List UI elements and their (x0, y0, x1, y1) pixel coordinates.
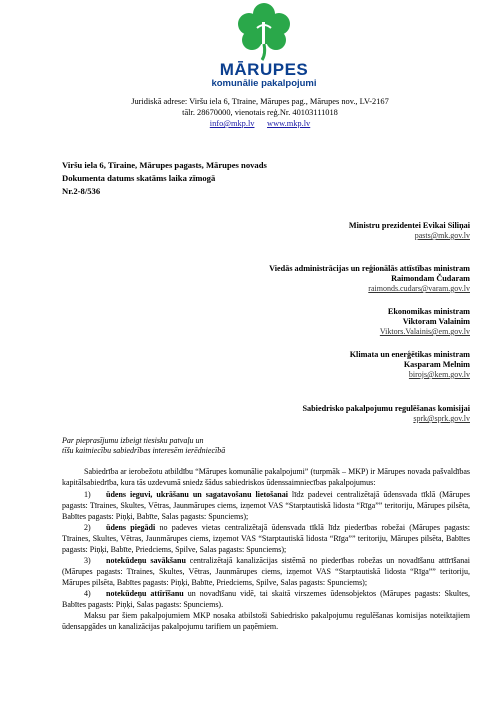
letter-body (62, 466, 470, 632)
recipient-name: Raimondam Čudaram (391, 274, 470, 283)
phone-and-reg: tālr. 28670000, vienotais reģ.Nr. 40103111018 (182, 108, 338, 117)
list-number: 2) (84, 523, 91, 532)
subject-line: Par pieprasījumu izbeigt tiesisku patvaļu un (62, 436, 204, 445)
service-text: centralizētajā kanalizācijas sistēmā no piederības robežas un novadīšanu attīrīšanai (Mārupes pagasts: Tīraines, Skultes, Vētras, Jaunmārupes ciems, izņemot VAS “Starptautiskā lidosta “Rīga”” teritoriju, Mārupes pilsēta, Babītes pagasts: Piņķi, Babīte, Priedciems, Spilve, Salas pagasts: Spunciems); (62, 556, 470, 587)
website-link[interactable]: www.mkp.lv (267, 119, 311, 128)
recipient-title: Sabiedrisko pakalpojumu regulēšanas komisijai (302, 404, 470, 413)
intro-paragraph (62, 466, 470, 488)
logo-subtitle: komunālie pakalpojumi (211, 78, 317, 89)
recipient-name: Viktoram Valainim (402, 317, 470, 326)
list-number: 3) (84, 556, 91, 565)
recipient-title: Klimata un enerģētikas ministram (349, 350, 470, 359)
closing-text: Maksu par šiem pakalpojumiem MKP nosaka atbilstoši Sabiedrisko pakalpojumu regulēšanas komisijas noteiktajiem ūdensapgādes un kanalizācijas pakalpojumu tarifiem un paņēmiem. (62, 611, 470, 631)
recipient-block (350, 350, 470, 380)
recipient-email[interactable]: Viktors.Valainis@em.gov.lv (379, 327, 470, 336)
recipient-title: Ministru prezidentei Evikai Siliņai (348, 221, 470, 230)
reference-number: Nr.2-8/536 (62, 186, 101, 196)
service-name: ūdens piegādi (106, 523, 156, 532)
recipient-name: Kasparam Melnim (403, 360, 470, 369)
service-text: no padeves vietas centralizētajā ūdensvada tīklā līdz piederības robežai (Mārupes pagasts: Tīraines, Skultes, Vētras, Jaunmārupes ciems, izņemot VAS “Starptautiskā lidosta “Rīga”” teritoriju, Mārupes pilsēta, Babītes pagasts: Piņķi, Babīte, Priedciems, Spilve, Salas pagasts: Spunciems); (62, 523, 471, 554)
recipient-email[interactable]: raimonds.cudars@varam.gov.lv (368, 284, 470, 293)
date-line: Dokumenta datums skatāms laika zīmogā (62, 173, 216, 183)
list-number: 4) (84, 589, 91, 598)
list-item (62, 588, 470, 610)
service-text: līdz padevei centralizētajā ūdensvada tīklā (Mārupes pagasts: Tīraines, Skultes, Vētras, Jaunmārupes ciems, izņemot VAS “Starptautiskā lidosta “Rīga”” teritoriju, Mārupes pilsēta, Babītes pagasts: Piņķi, Babīte, Salas pagasts: Spunciems); (62, 490, 470, 521)
email-link[interactable]: info@mkp.lv (209, 119, 255, 128)
intro-text: Sabiedrība ar ierobežotu atbildību “Mārupes komunālie pakalpojumi” (turpmāk – MKP) ir Mārupes novada pašvaldības kapitālsabiedrība, kura tās uzdevumā sniedz šādus sabiedriskos ūdenssaimniecības pakalpojumus: (62, 467, 470, 487)
recipient-email[interactable]: pasts@mk.gov.lv (414, 231, 470, 240)
clover-icon (204, 0, 324, 64)
recipient-title: Ekonomikas ministram (387, 307, 470, 316)
list-item (62, 489, 470, 522)
recipient-block (349, 221, 470, 241)
recipient-block (380, 307, 470, 337)
legal-address: Juridiskā adrese: Viršu iela 6, Tīraine, Mārupes pag., Mārupes nov., LV-2167 (131, 97, 389, 106)
service-text: un novadīšanu vidē, tai skaitā virszemes ūdensobjektos (Mārupes pagasts: Skultes, Babītes pagasts: Piņķi, Salas pagasts: Spunciems). (62, 589, 470, 609)
recipient-block (302, 404, 470, 424)
service-name: notekūdeņu savākšanu (106, 556, 186, 565)
closing-paragraph (62, 610, 470, 632)
service-name: notekūdeņu attīrīšanu (106, 589, 184, 598)
service-name: ūdens ieguvi, ukrāšanu un sagatavošanu lietošanai (106, 490, 288, 499)
subject-line: tīšu kaitniecību sabiedrības interesēm ierēdniecībā (62, 446, 226, 455)
recipient-block (269, 264, 470, 294)
logo-name: MĀRUPES (219, 60, 309, 79)
recipient-email[interactable]: sprk@sprk.gov.lv (413, 414, 470, 423)
list-item (62, 555, 470, 588)
subject (62, 436, 225, 456)
recipient-email[interactable]: birojs@kem.gov.lv (408, 370, 470, 379)
list-number: 1) (84, 490, 91, 499)
contact-links (80, 119, 440, 129)
place-line: Viršu iela 6, Tīraine, Mārupes pagasts, Mārupes novads (62, 160, 267, 170)
recipient-title: Viedās administrācijas un reģionālās attīstības ministram (269, 264, 470, 273)
company-logo (204, 0, 324, 90)
list-item (62, 522, 470, 555)
